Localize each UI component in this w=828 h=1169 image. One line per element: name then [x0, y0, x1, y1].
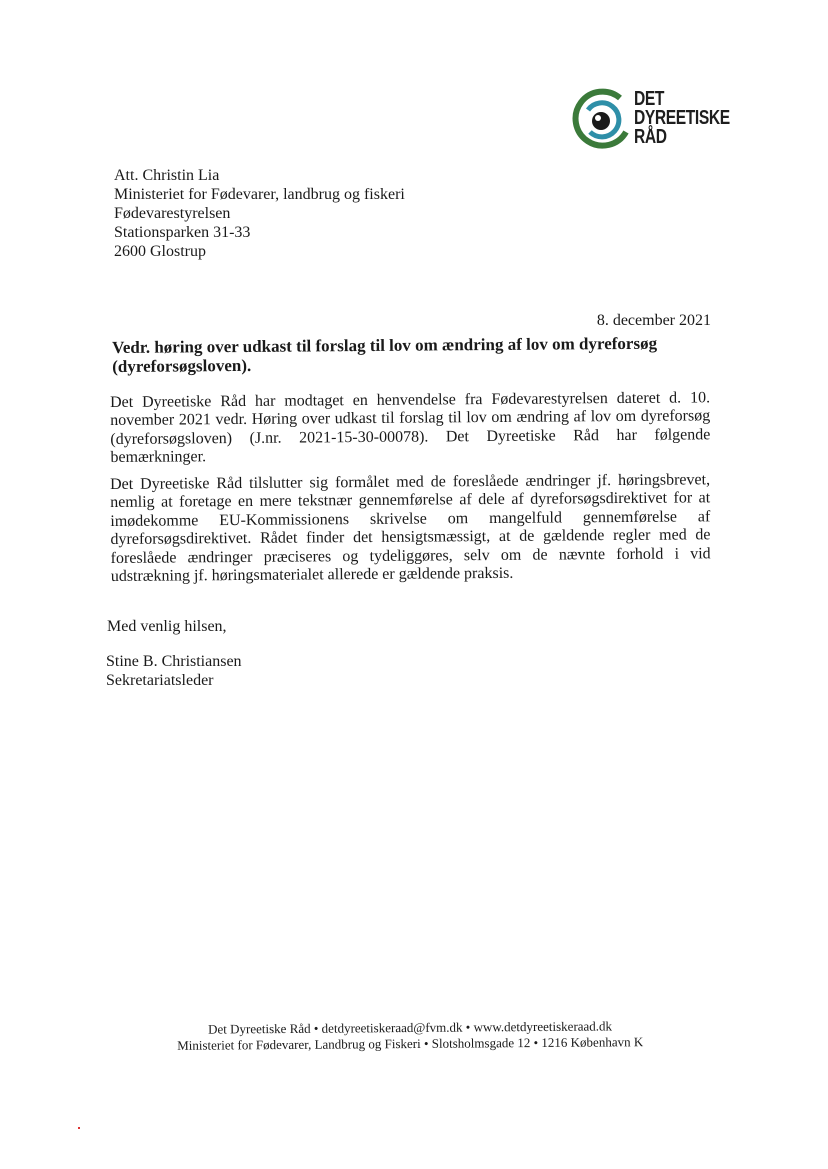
footer-line-2: Ministeriet for Fødevarer, Landbrug og Fiskeri • Slotsholmsgade 12 • 1216 København K — [177, 1034, 644, 1053]
signature-title: Sekretariatsleder — [106, 672, 214, 689]
logo-text — [634, 90, 730, 147]
recipient-address — [114, 166, 405, 261]
footer-line-1: Det Dyreetiske Råd • detdyreetiskeraad@fvm.dk • www.detdyreetiskeraad.dk — [208, 1018, 613, 1037]
recipient-agency: Fødevarestyrelsen — [114, 205, 231, 222]
body-paragraph-1: Det Dyreetiske Råd har modtaget en henvendelse fra Fødevarestyrelsen dateret d. 10. november 2021 vedr. Høring over udkast til forslag til lov om ændring af lov om dyreforsøg (dyreforsøgsloven) (J.nr. 2021-15-30-00078). Det Dyreetiske Råd har følgende bemærkninger. — [110, 389, 711, 467]
recipient-att: Att. Christin Lia — [114, 167, 220, 184]
logo-line-3: RÅD — [634, 126, 667, 148]
signature-block — [106, 652, 242, 690]
recipient-street: Stationsparken 31-33 — [114, 224, 251, 241]
body-paragraph-2: Det Dyreetiske Råd tilslutter sig formålet med de foreslåede ændringer jf. høringsbrevet, nemlig at foretage en mere tekstnær gennemførelse af dele af dyreforsøgsdirektivet for at imødekomme EU-Kommissionens skrivelse om mangelfuld gennemførelse af dyreforsøgsdirektivet. Rådet finder det hensigtsmæssigt, at de gældende regler med de foreslåede ændringer præciseres og tydeliggøres, selv om de nævnte forhold i vid udstrækning jf. høringsmaterialet allerede er gældende praksis. — [110, 471, 711, 586]
logo-line-1: DET — [634, 88, 665, 110]
recipient-city: 2600 Glostrup — [114, 243, 206, 260]
letter-date: 8. december 2021 — [596, 312, 711, 329]
subject-heading: Vedr. høring over udkast til forslag til lov om ændring af lov om dyreforsøg (dyreforsøgsloven). — [112, 333, 658, 376]
closing-salutation: Med venlig hilsen, — [107, 618, 227, 635]
logo — [570, 88, 740, 158]
signature-name: Stine B. Christiansen — [106, 653, 242, 670]
recipient-ministry: Ministeriet for Fødevarer, landbrug og fiskeri — [114, 186, 405, 203]
eye-logo-icon — [570, 88, 632, 152]
scan-artifact — [78, 1127, 80, 1129]
logo-line-2: DYREETISKE — [634, 107, 730, 129]
page-footer — [130, 1018, 690, 1054]
